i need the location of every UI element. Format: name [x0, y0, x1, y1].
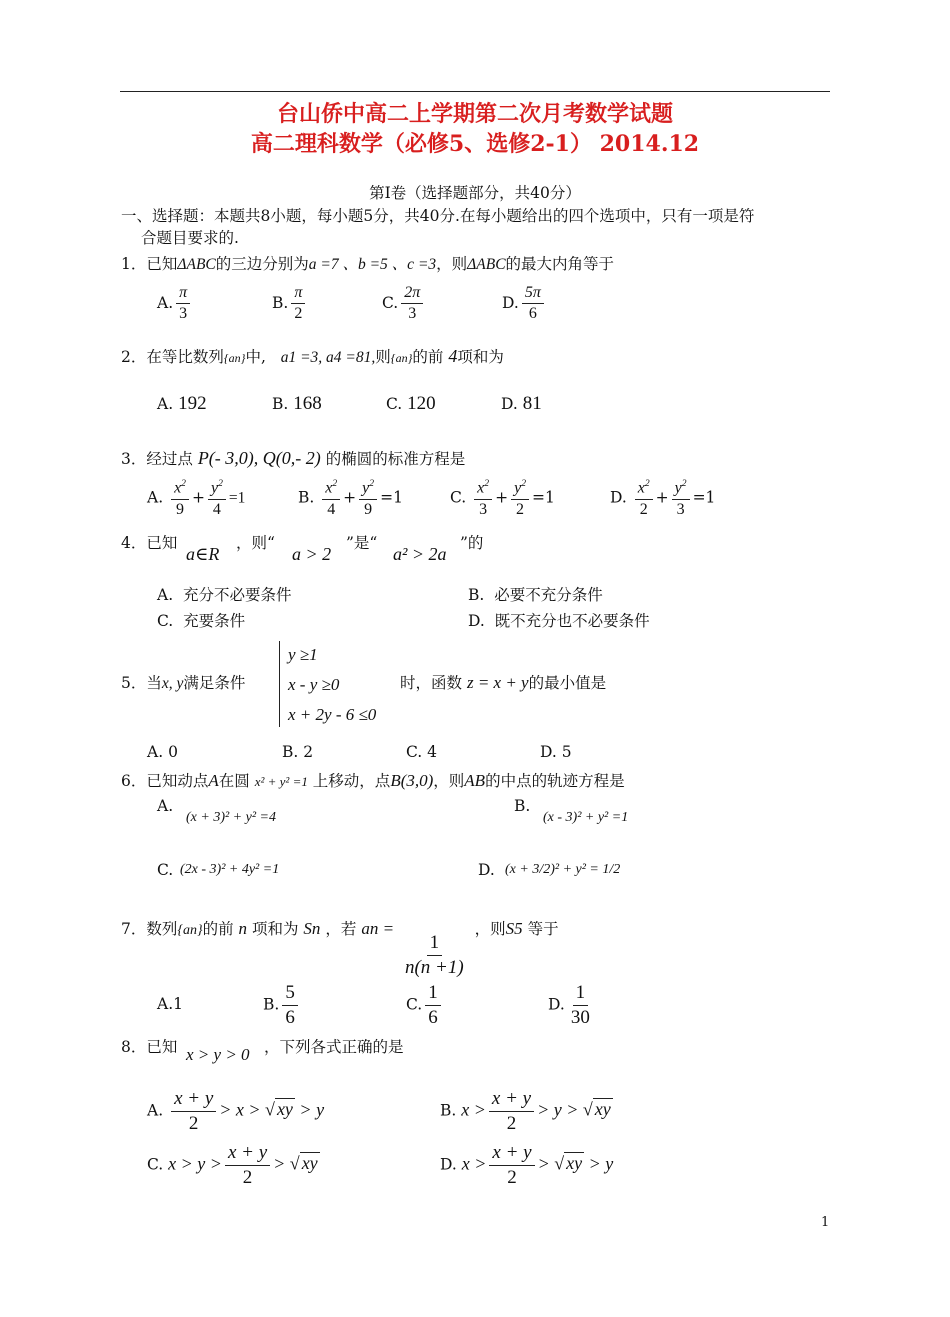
q4-option-b[interactable]: B. 必要不充分条件 [468, 586, 603, 604]
q8-option-c[interactable]: C. x > y > $\frac{x + y}{2}$ > √ xy [147, 1142, 318, 1188]
q5-constraint-2: x - y ≥0 [288, 675, 340, 694]
q4-then: ，则“ [236, 534, 275, 552]
q4-end: ”的 [460, 534, 484, 552]
q4-option-c[interactable]: C. 充要条件 [157, 612, 246, 630]
q7-option-d[interactable]: D. $\frac{1}{30}$ [548, 982, 590, 1028]
q2-option-a[interactable]: A. 192 [157, 393, 207, 414]
q7-option-c[interactable]: C. $\frac{1}{6}$ [406, 982, 444, 1029]
q1-option-b[interactable]: B. $\frac{\pi}{2}$ [272, 284, 308, 324]
q8-option-a[interactable]: A. $\frac{x + y}{2}$ > x > √ xy > y [147, 1088, 325, 1134]
q5-option-b[interactable]: B. 2 [282, 743, 314, 761]
instructions-line1: 一、选择题：本题共8小题，每小题5分，共40分.在每小题给出的四个选项中，只有一项是符 [121, 207, 755, 225]
header-rule [120, 91, 830, 92]
question-4: 4．已知 [121, 534, 178, 552]
q6-option-a[interactable]: (x + 3)² + y² =4 [186, 810, 276, 825]
exam-title: 台山侨中高二上学期第二次月考数学试题 [276, 101, 673, 127]
q5-option-a[interactable]: A. 0 [147, 743, 178, 761]
q2-option-b[interactable]: B. 168 [272, 393, 322, 414]
q4-option-d[interactable]: D. 既不充分也不必要条件 [468, 612, 650, 630]
q3-option-d[interactable]: D. $\frac{x^2}{2}$ + $\frac{y^2}{3}$ =1 [610, 478, 716, 518]
q5-option-d[interactable]: D. 5 [540, 743, 572, 761]
q6-option-a-label[interactable]: A. [157, 797, 174, 815]
q3-option-a[interactable]: A. $\frac{x^2}{9}$ + $\frac{y^2}{4}$ =1 [147, 478, 246, 518]
q8-option-b[interactable]: B. x > $\frac{x + y}{2}$ > y > √ xy [440, 1088, 611, 1134]
system-brace [279, 641, 287, 727]
q4-condition: a∈R [186, 544, 220, 564]
question-1: 1．已知ΔABC的三边分别为a =7 、b =5 、c =3，则ΔABC的最大内角等于 [121, 255, 615, 273]
section-heading: 第Ⅰ卷（选择题部分，共40分） [369, 184, 581, 202]
q2-option-d[interactable]: D. 81 [501, 393, 542, 414]
q6-option-d[interactable]: (x + 3/2)² + y² = 1/2 [505, 862, 621, 877]
q8-option-d[interactable]: D. x > $\frac{x + y}{2}$ > √ xy > y [440, 1142, 614, 1188]
question-2: 2．在等比数列{an}中, a1 =3, a4 =81,则{an}的前 4项和为 [121, 346, 504, 366]
q4-q: a² > 2a [393, 544, 447, 564]
question-5-rest: 时，函数 z = x + y的最小值是 [400, 673, 607, 692]
q6-option-b-label[interactable]: B. [514, 797, 531, 815]
q5-constraint-3: x + 2y - 6 ≤0 [288, 705, 377, 724]
q7-option-a[interactable]: A.1 [157, 995, 183, 1013]
q6-option-c-label[interactable]: C. [157, 861, 174, 879]
q6-option-d-label[interactable]: D. [478, 861, 495, 879]
q4-is: ”是“ [346, 534, 378, 552]
q6-option-c[interactable]: (2x - 3)² + 4y² =1 [180, 862, 280, 877]
question-5: 5．当x, y满足条件 [121, 674, 246, 692]
q1-option-a[interactable]: A. $\frac{\pi}{3}$ [157, 284, 193, 324]
q5-constraint-1: y ≥1 [288, 645, 318, 664]
q4-option-a[interactable]: A. 充分不必要条件 [157, 586, 292, 604]
question-6: 6．已知动点A在圆 x² + y² =1 上移动，点B(3,0)，则AB的中点的轨迹方程是 [121, 771, 625, 790]
q1-option-d[interactable]: D. $\frac{5\pi}{6}$ [502, 284, 547, 324]
q8-condition: x > y > 0 [186, 1045, 250, 1064]
q4-p: a > 2 [292, 544, 332, 564]
q2-option-c[interactable]: C. 120 [386, 393, 436, 414]
question-8: 8．已知 [121, 1038, 178, 1056]
q7-option-b[interactable]: B. $\frac{5}{6}$ [263, 982, 301, 1029]
question-3: 3．经过点 P(- 3,0), Q(0,- 2) 的椭圆的标准方程是 [121, 448, 466, 468]
q6-option-b[interactable]: (x - 3)² + y² =1 [543, 810, 629, 825]
page-number: 1 [821, 1215, 830, 1230]
q8-end: ，下列各式正确的是 [264, 1038, 404, 1056]
q3-option-c[interactable]: C. $\frac{x^2}{3}$ + $\frac{y^2}{2}$ =1 [450, 478, 555, 518]
exam-subtitle: 高二理科数学（必修5、选修2-1） 2014.12 [250, 131, 700, 157]
question-7: 7．数列{an}的前 n 项和为 Sn ，若 an = $\frac{1}{n(n +1)}$ ，则S5 等于 [121, 919, 559, 978]
instructions-line2: 合题目要求的. [141, 229, 239, 247]
q5-option-c[interactable]: C. 4 [406, 743, 438, 761]
q1-option-c[interactable]: C. $\frac{2\pi}{3}$ [382, 284, 426, 324]
q3-option-b[interactable]: B. $\frac{x^2}{4}$ + $\frac{y^2}{9}$ =1 [298, 478, 403, 518]
